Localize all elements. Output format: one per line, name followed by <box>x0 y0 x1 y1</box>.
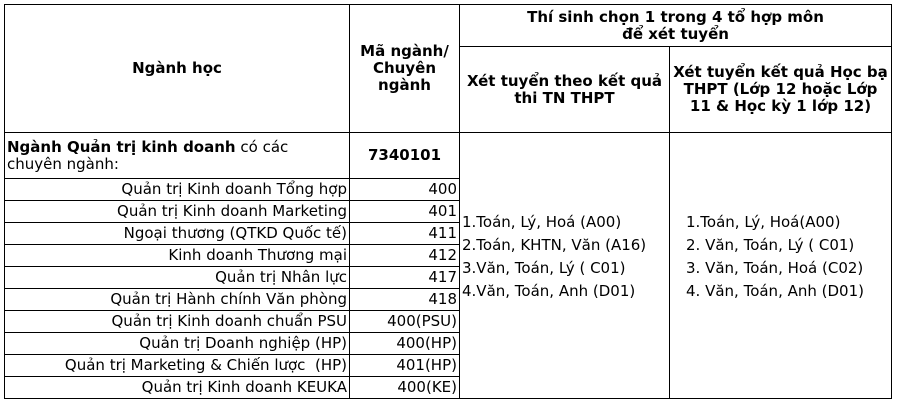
specialization-code: 400(KE) <box>350 377 460 399</box>
specialization-name: Quản trị Marketing & Chiến lược (HP) <box>5 355 350 377</box>
main-program-name-rest: có các chuyên ngành: <box>7 137 289 173</box>
specialization-name: Ngoại thương (QTKD Quốc tế) <box>5 223 350 245</box>
combo-hocba-2: 2. Văn, Toán, Lý ( C01) <box>686 235 855 254</box>
header-nganh-hoc: Ngành học <box>5 5 350 133</box>
main-program-name-bold: Ngành Quản trị kinh doanh <box>7 137 236 156</box>
specialization-name: Quản trị Kinh doanh Tổng hợp <box>5 179 350 201</box>
main-program-name <box>5 133 350 179</box>
specialization-code: 417 <box>350 267 460 289</box>
specialization-code: 412 <box>350 245 460 267</box>
specialization-name: Quản trị Nhân lực <box>5 267 350 289</box>
combo-hocba-4: 4. Văn, Toán, Anh (D01) <box>686 281 864 300</box>
specialization-name: Quản trị Kinh doanh Marketing <box>5 201 350 223</box>
specialization-name: Quản trị Kinh doanh KEUKA <box>5 377 350 399</box>
header-ma-nganh: Mã ngành/ Chuyên ngành <box>350 5 460 133</box>
header-xet-hocba: Xét tuyển kết quả Học bạ THPT (Lớp 12 hoặc Lớp 11 & Học kỳ 1 lớp 12) <box>670 47 892 133</box>
specialization-code: 400(PSU) <box>350 311 460 333</box>
specialization-code: 401 <box>350 201 460 223</box>
specialization-code: 400 <box>350 179 460 201</box>
specialization-name: Quản trị Kinh doanh chuẩn PSU <box>5 311 350 333</box>
combo-tnthpt-1: 1.Toán, Lý, Hoá (A00) <box>462 212 622 231</box>
combo-tnthpt-4: 4.Văn, Toán, Anh (D01) <box>462 281 636 300</box>
specialization-code: 401(HP) <box>350 355 460 377</box>
combos-tnthpt-cell <box>460 133 670 399</box>
combo-tnthpt-3: 3.Văn, Toán, Lý ( C01) <box>462 258 626 277</box>
specialization-code: 411 <box>350 223 460 245</box>
header-row-1 <box>5 5 892 47</box>
specialization-name: Quản trị Doanh nghiệp (HP) <box>5 333 350 355</box>
header-to-hop-line1: Thí sinh chọn 1 trong 4 tổ hợp môn <box>527 7 824 26</box>
main-program-code: 7340101 <box>350 133 460 179</box>
specialization-code: 418 <box>350 289 460 311</box>
combos-tnthpt-list <box>462 211 667 303</box>
header-xet-tnthpt: Xét tuyển theo kết quả thi TN THPT <box>460 47 670 133</box>
combo-hocba-1: 1.Toán, Lý, Hoá(A00) <box>686 212 841 231</box>
specialization-name: Quản trị Hành chính Văn phòng <box>5 289 350 311</box>
combo-tnthpt-2: 2.Toán, KHTN, Văn (A16) <box>462 235 647 254</box>
specialization-code: 400(HP) <box>350 333 460 355</box>
header-to-hop <box>460 5 892 47</box>
main-program-row <box>5 133 892 179</box>
header-to-hop-line2: để xét tuyển <box>622 24 729 43</box>
admission-table <box>4 4 892 399</box>
combos-hocba-list <box>672 211 889 303</box>
combos-hocba-cell <box>670 133 892 399</box>
specialization-name: Kinh doanh Thương mại <box>5 245 350 267</box>
combo-hocba-3: 3. Văn, Toán, Hoá (C02) <box>686 258 864 277</box>
